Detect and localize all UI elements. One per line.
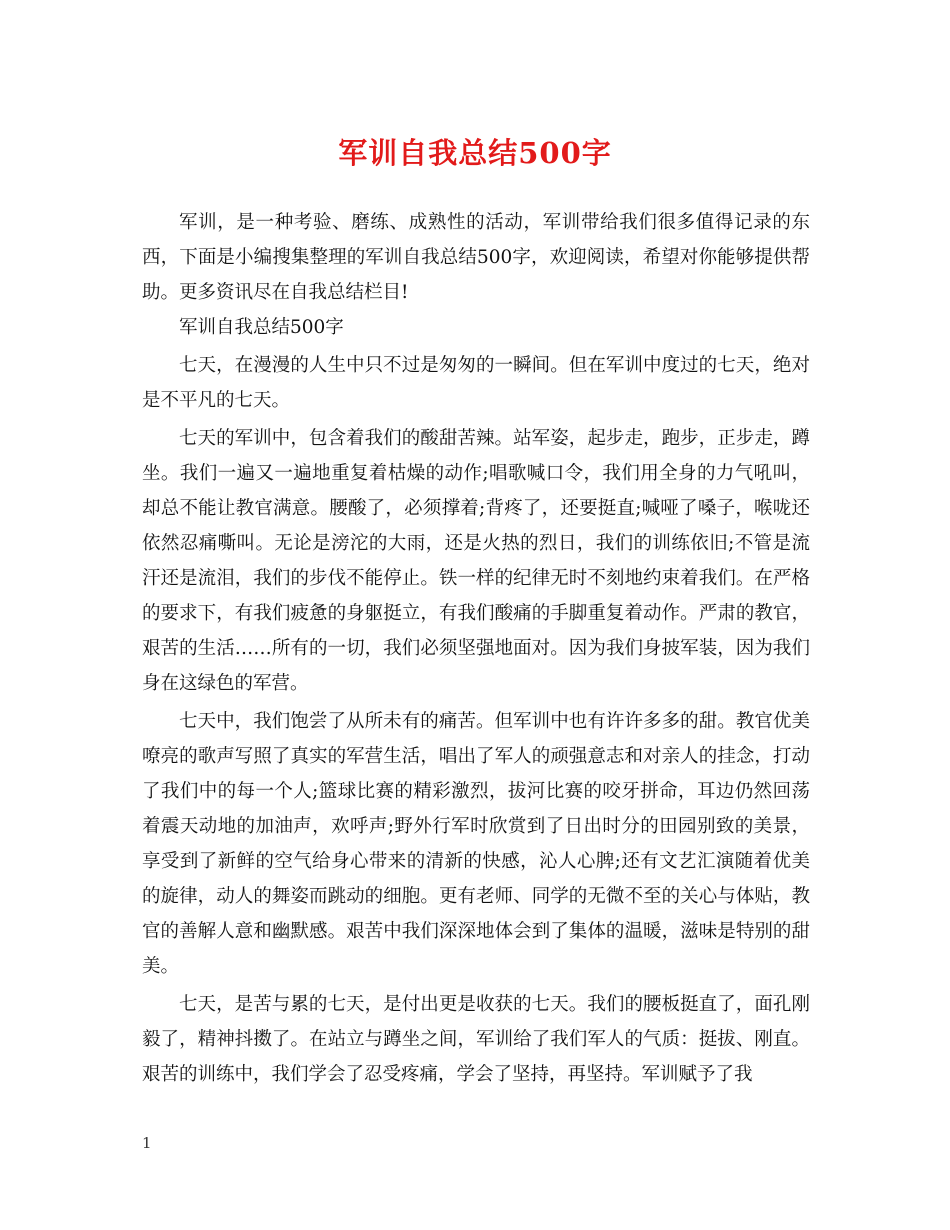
section-heading: 军训自我总结500字 — [179, 317, 344, 338]
paragraph: 七天的军训中，包含着我们的酸甜苦辣。站军姿，起步走，跑步，正步走，蹲坐。我们一遍又一遍地重复着枯燥的动作;唱歌喊口令，我们用全身的力气吼叫，却总不能让教官满意。腰酸了，必须撑着;背疼了，还要挺直;喊哑了嗓子，喉咙还依然忍痛嘶叫。无论是滂沱的大雨，还是火热的烈日，我们的训练依旧;不管是流汗还是流泪，我们的步伐不能停止。铁一样的纪律无时不刻地约束着我们。在严格的要求下，有我们疲惫的身躯挺立，有我们酸痛的手脚重复着动作。严肃的教官，艰苦的生活……所有的一切，我们必须坚强地面对。因为我们身披军装，因为我们身在这绿色的军营。 — [142, 428, 810, 694]
paragraph-intro: 军训，是一种考验、磨练、成熟性的活动，军训带给我们很多值得记录的东西，下面是小编搜集整理的军训自我总结500字，欢迎阅读，希望对你能够提供帮助。更多资讯尽在自我总结栏目! — [142, 212, 810, 303]
page-number: 1 — [142, 1134, 152, 1152]
document-title: 军训自我总结500字 — [338, 136, 612, 170]
paragraph: 七天，在漫漫的人生中只不过是匆匆的一瞬间。但在军训中度过的七天，绝对是不平凡的七天。 — [142, 355, 810, 411]
document-body — [142, 205, 810, 1092]
paragraph: 七天中，我们饱尝了从所未有的痛苦。但军训中也有许许多多的甜。教官优美嘹亮的歌声写照了真实的军营生活，唱出了军人的顽强意志和对亲人的挂念，打动了我们中的每一个人;篮球比赛的精彩激烈，拔河比赛的咬牙拼命，耳边仍然回荡着震天动地的加油声，欢呼声;野外行军时欣赏到了日出时分的田园别致的美景，享受到了新鲜的空气给身心带来的清新的快感，沁人心脾;还有文艺汇演随着优美的旋律，动人的舞姿而跳动的细胞。更有老师、同学的无微不至的关心与体贴，教官的善解人意和幽默感。艰苦中我们深深地体会到了集体的温暖，滋味是特别的甜美。 — [142, 711, 810, 977]
paragraph: 七天，是苦与累的七天，是付出更是收获的七天。我们的腰板挺直了，面孔刚毅了，精神抖擞了。在站立与蹲坐之间，军训给了我们军人的气质：挺拔、刚直。艰苦的训练中，我们学会了忍受疼痛，学会了坚持，再坚持。军训赋予了我 — [142, 994, 810, 1085]
